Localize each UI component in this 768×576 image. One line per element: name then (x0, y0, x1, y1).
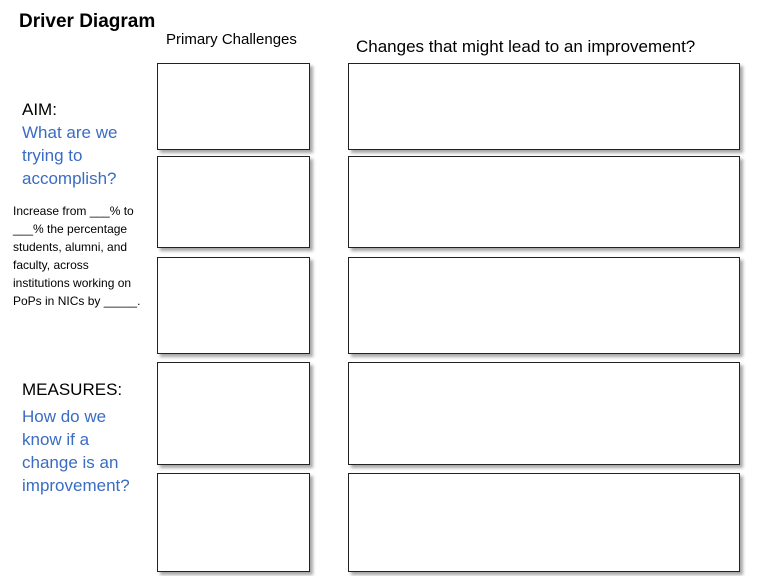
change-idea-box-1[interactable] (348, 63, 740, 150)
measures-label: MEASURES: (22, 380, 123, 399)
change-idea-box-2[interactable] (348, 156, 740, 248)
changes-header: Changes that might lead to an improvement? (356, 37, 696, 56)
primary-challenge-box-5[interactable] (157, 473, 310, 572)
change-idea-box-3[interactable] (348, 257, 740, 354)
primary-challenge-box-2[interactable] (157, 156, 310, 248)
primary-challenge-box-1[interactable] (157, 63, 310, 150)
change-idea-box-4[interactable] (348, 362, 740, 465)
change-idea-box-5[interactable] (348, 473, 740, 572)
measures-question: How do we know if a change is an improvement? (22, 407, 130, 495)
aim-label: AIM: (22, 100, 57, 119)
primary-challenges-header: Primary Challenges (166, 31, 297, 48)
primary-challenge-box-4[interactable] (157, 362, 310, 465)
diagram-title: Driver Diagram (19, 11, 156, 32)
aim-statement: Increase from ___% to ___% the percentage students, alumni, and faculty, across institutions working on PoPs in NICs by _____. (13, 204, 141, 308)
aim-question: What are we trying to accomplish? (22, 123, 118, 188)
primary-challenge-box-3[interactable] (157, 257, 310, 354)
